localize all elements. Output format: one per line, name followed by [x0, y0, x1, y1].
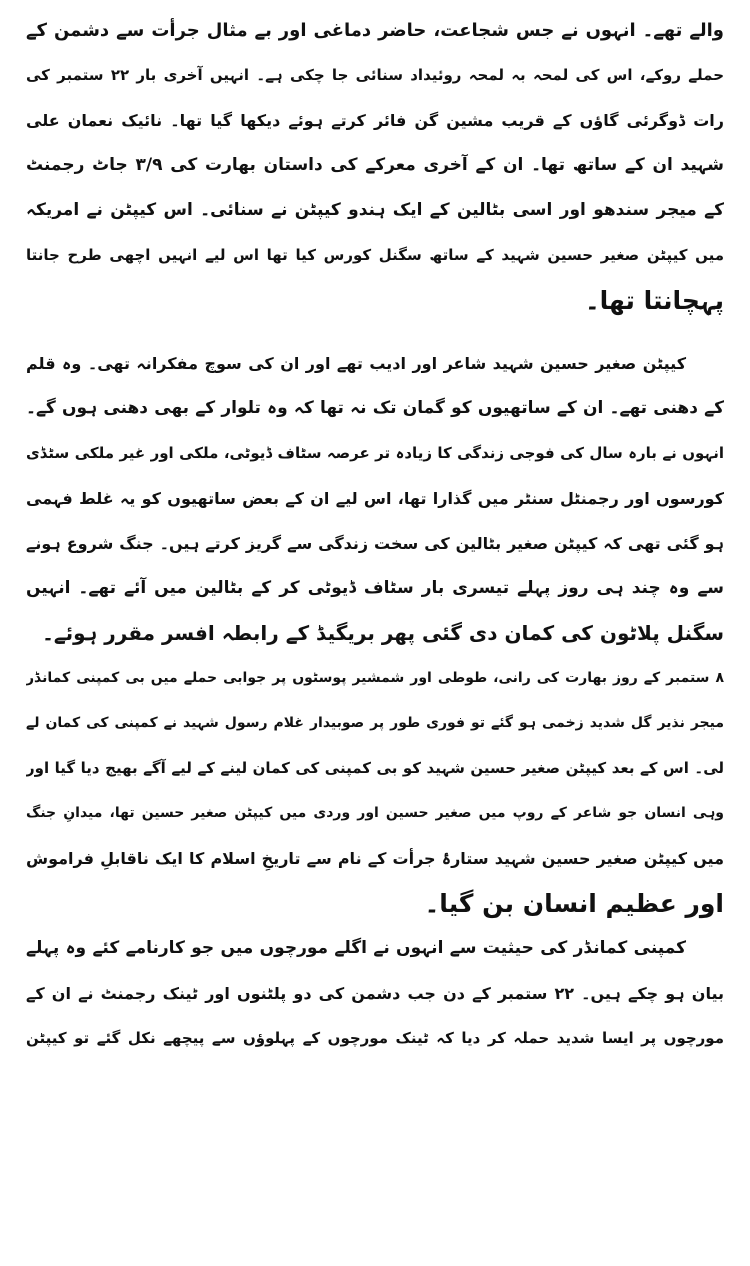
text-line: مورچوں پر ایسا شدید حملہ کر دیا کہ ٹینک مورچوں کے پہلوؤں سے پیچھے نکل گئے تو کیپٹن [26, 1029, 724, 1047]
text-line: شہید ان کے ساتھ تھا۔ ان کے آخری معرکے کی داستان بھارت کی ۳/۹ جاٹ رجمنٹ [26, 155, 724, 175]
text-line: کے میجر سندھو اور اسی بٹالین کے ایک ہندو کیپٹن نے سنائی۔ اس کیپٹن نے امریکہ [26, 200, 724, 220]
text-line: انہوں نے بارہ سال کی فوجی زندگی کا زیادہ تر عرصہ سٹاف ڈیوٹی، ملکی اور غیر ملکی سٹڈی [26, 444, 724, 462]
text-line: وہی انسان جو شاعر کے روپ میں صغیر حسین اور وردی میں کیپٹن صغیر حسین تھا، میدانِ جنگ [26, 805, 724, 821]
text-line: ہو گئی تھی کہ کیپٹن صغیر بٹالین کی سخت زندگی سے گریز کرتے ہیں۔ جنگ شروع ہونے [26, 534, 724, 553]
text-line: اور عظیم انسان بن گیا۔ [424, 889, 724, 918]
text-line: پہچانتا تھا۔ [584, 286, 724, 315]
text-line: کیپٹن صغیر حسین شہید شاعر اور ادیب تھے اور ان کی سوچ مفکرانہ تھی۔ وہ قلم [26, 354, 686, 373]
text-line: میں کیپٹن صغیر حسین شہید ستارۂ جرأت کے نام سے تاریخِ اسلام کا ایک ناقابلِ فراموش [26, 849, 724, 868]
text-line: رات ڈوگرئی گاؤں کے قریب مشین گن فائر کرتے ہوئے دیکھا گیا تھا۔ نائیک نعمان علی [26, 111, 724, 130]
paragraph-gap [26, 323, 724, 341]
text-line: میں کیپٹن صغیر حسین شہید کے ساتھ سگنل کورس کیا تھا اس لیے انہیں اچھی طرح جانتا [26, 246, 724, 264]
text-line: ۸ ستمبر کے روز بھارت کی رانی، طوطی اور شمشیر پوسٹوں پر جوابی حملے میں بی کمپنی کمانڈر [26, 670, 724, 686]
text-line: بیان ہو چکے ہیں۔ ۲۲ ستمبر کے دن جب دشمن کی دو پلٹنوں اور ٹینک رجمنٹ نے ان کے [26, 984, 724, 1003]
text-line: سگنل پلاٹون کی کمان دی گئی پھر بریگیڈ کے رابطہ افسر مقرر ہوئے۔ [42, 621, 724, 645]
text-line: میجر نذیر گل شدید زخمی ہو گئے تو فوری طور پر صوبیدار غلام رسول شہید نے کمپنی کی کمان لے [26, 715, 724, 731]
text-line: سے وہ چند ہی روز پہلے تیسری بار سٹاف ڈیوٹی کر کے بٹالین میں آئے تھے۔ انہیں [26, 578, 724, 598]
text-line: حملے روکے، اس کی لمحہ بہ لمحہ روئیداد سنائی جا چکی ہے۔ انہیں آخری بار ۲۲ ستمبر کی [26, 66, 724, 84]
paragraph-2 [26, 341, 724, 656]
text-line: لی۔ اس کے بعد کیپٹن صغیر حسین شہید کو بی کمپنی کی کمان لینے کے لیے آگے بھیج دیا گیا اور [26, 759, 724, 777]
text-line: کے دھنی تھے۔ ان کے ساتھیوں کو گمان تک نہ تھا کہ وہ تلوار کے بھی دھنی ہوں گے۔ [26, 398, 724, 418]
paragraph-4 [26, 926, 724, 1061]
paragraph-3 [26, 656, 724, 926]
text-line: کمپنی کمانڈر کی حیثیت سے انہوں نے اگلے مورچوں میں جو کارنامے کئے وہ پہلے [26, 938, 686, 958]
text-line: والے تھے۔ انہوں نے جس شجاعت، حاضر دماغی اور بے مثال جرأت سے دشمن کے [26, 20, 724, 41]
text-line: کورسوں اور رجمنٹل سنٹر میں گذارا تھا، اس لیے ان کے بعض ساتھیوں کو یہ غلط فہمی [26, 489, 724, 508]
paragraph-1 [26, 8, 724, 323]
